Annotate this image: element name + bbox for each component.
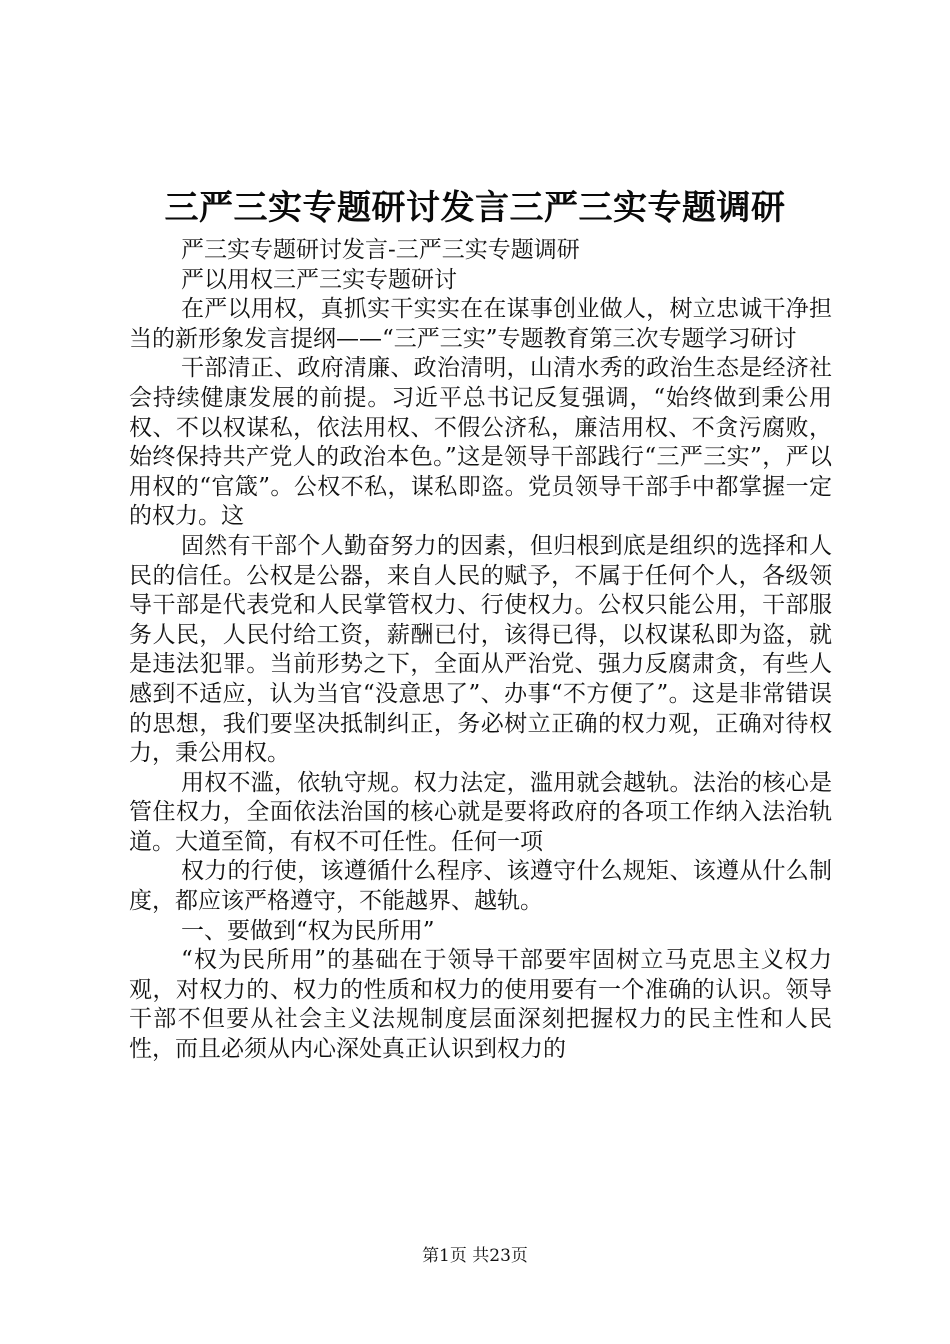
paragraph: “权为民所用”的基础在于领导干部要牢固树立马克思主义权力观，对权力的、权力的性质和权力的使用要有一个准确的认识。领导干部不但要从社会主义法规制度层面深刻把握权力的民主性和人民性，而且必须从内心深处真正认识到权力的	[129, 947, 832, 1063]
page-footer: 第1页 共23页	[422, 1246, 528, 1266]
document-title: 三严三实专题研讨发言三严三实专题调研	[164, 188, 786, 228]
paragraph: 干部清正、政府清廉、政治清明，山清水秀的政治生态是经济社会持续健康发展的前提。习近平总书记反复强调，“始终做到秉公用权、不以权谋私，依法用权、不假公济私，廉洁用权、不贪污腐败，始终保持共产党人的政治本色。”这是领导干部践行“三严三实”，严以用权的“官箴”。公权不私，谋私即盗。党员领导干部手中都掌握一定的权力。这	[129, 355, 832, 530]
section-heading: 一、要做到“权为民所用”	[181, 917, 435, 944]
document-body	[129, 236, 832, 1065]
paragraph: 权力的行使，该遵循什么程序、该遵守什么规矩、该遵从什么制度，都应该严格遵守，不能越界、越轨。	[129, 858, 832, 915]
paragraph: 固然有干部个人勤奋努力的因素，但归根到底是组织的选择和人民的信任。公权是公器，来自人民的赋予，不属于任何个人，各级领导干部是代表党和人民掌管权力、行使权力。公权只能公用，干部服务人民，人民付给工资，薪酬已付，该得已得，以权谋私即为盗，就是违法犯罪。当前形势之下，全面从严治党、强力反腐肃贪，有些人感到不适应，认为当官“没意思了”、办事“不方便了”。这是非常错误的思想，我们要坚决抵制纠正，务必树立正确的权力观，正确对待权力，秉公用权。	[129, 532, 832, 767]
paragraph: 在严以用权，真抓实干实实在在谋事创业做人，树立忠诚干净担当的新形象发言提纲——“三严三实”专题教育第三次专题学习研讨	[129, 296, 832, 352]
paragraph: 用权不滥，依轨守规。权力法定，滥用就会越轨。法治的核心是管住权力，全面依法治国的核心就是要将政府的各项工作纳入法治轨道。大道至简，有权不可任性。任何一项	[129, 769, 832, 855]
intro-line: 严三实专题研讨发言-三严三实专题调研	[181, 237, 580, 263]
paragraph: 严以用权三严三实专题研讨	[181, 266, 457, 293]
